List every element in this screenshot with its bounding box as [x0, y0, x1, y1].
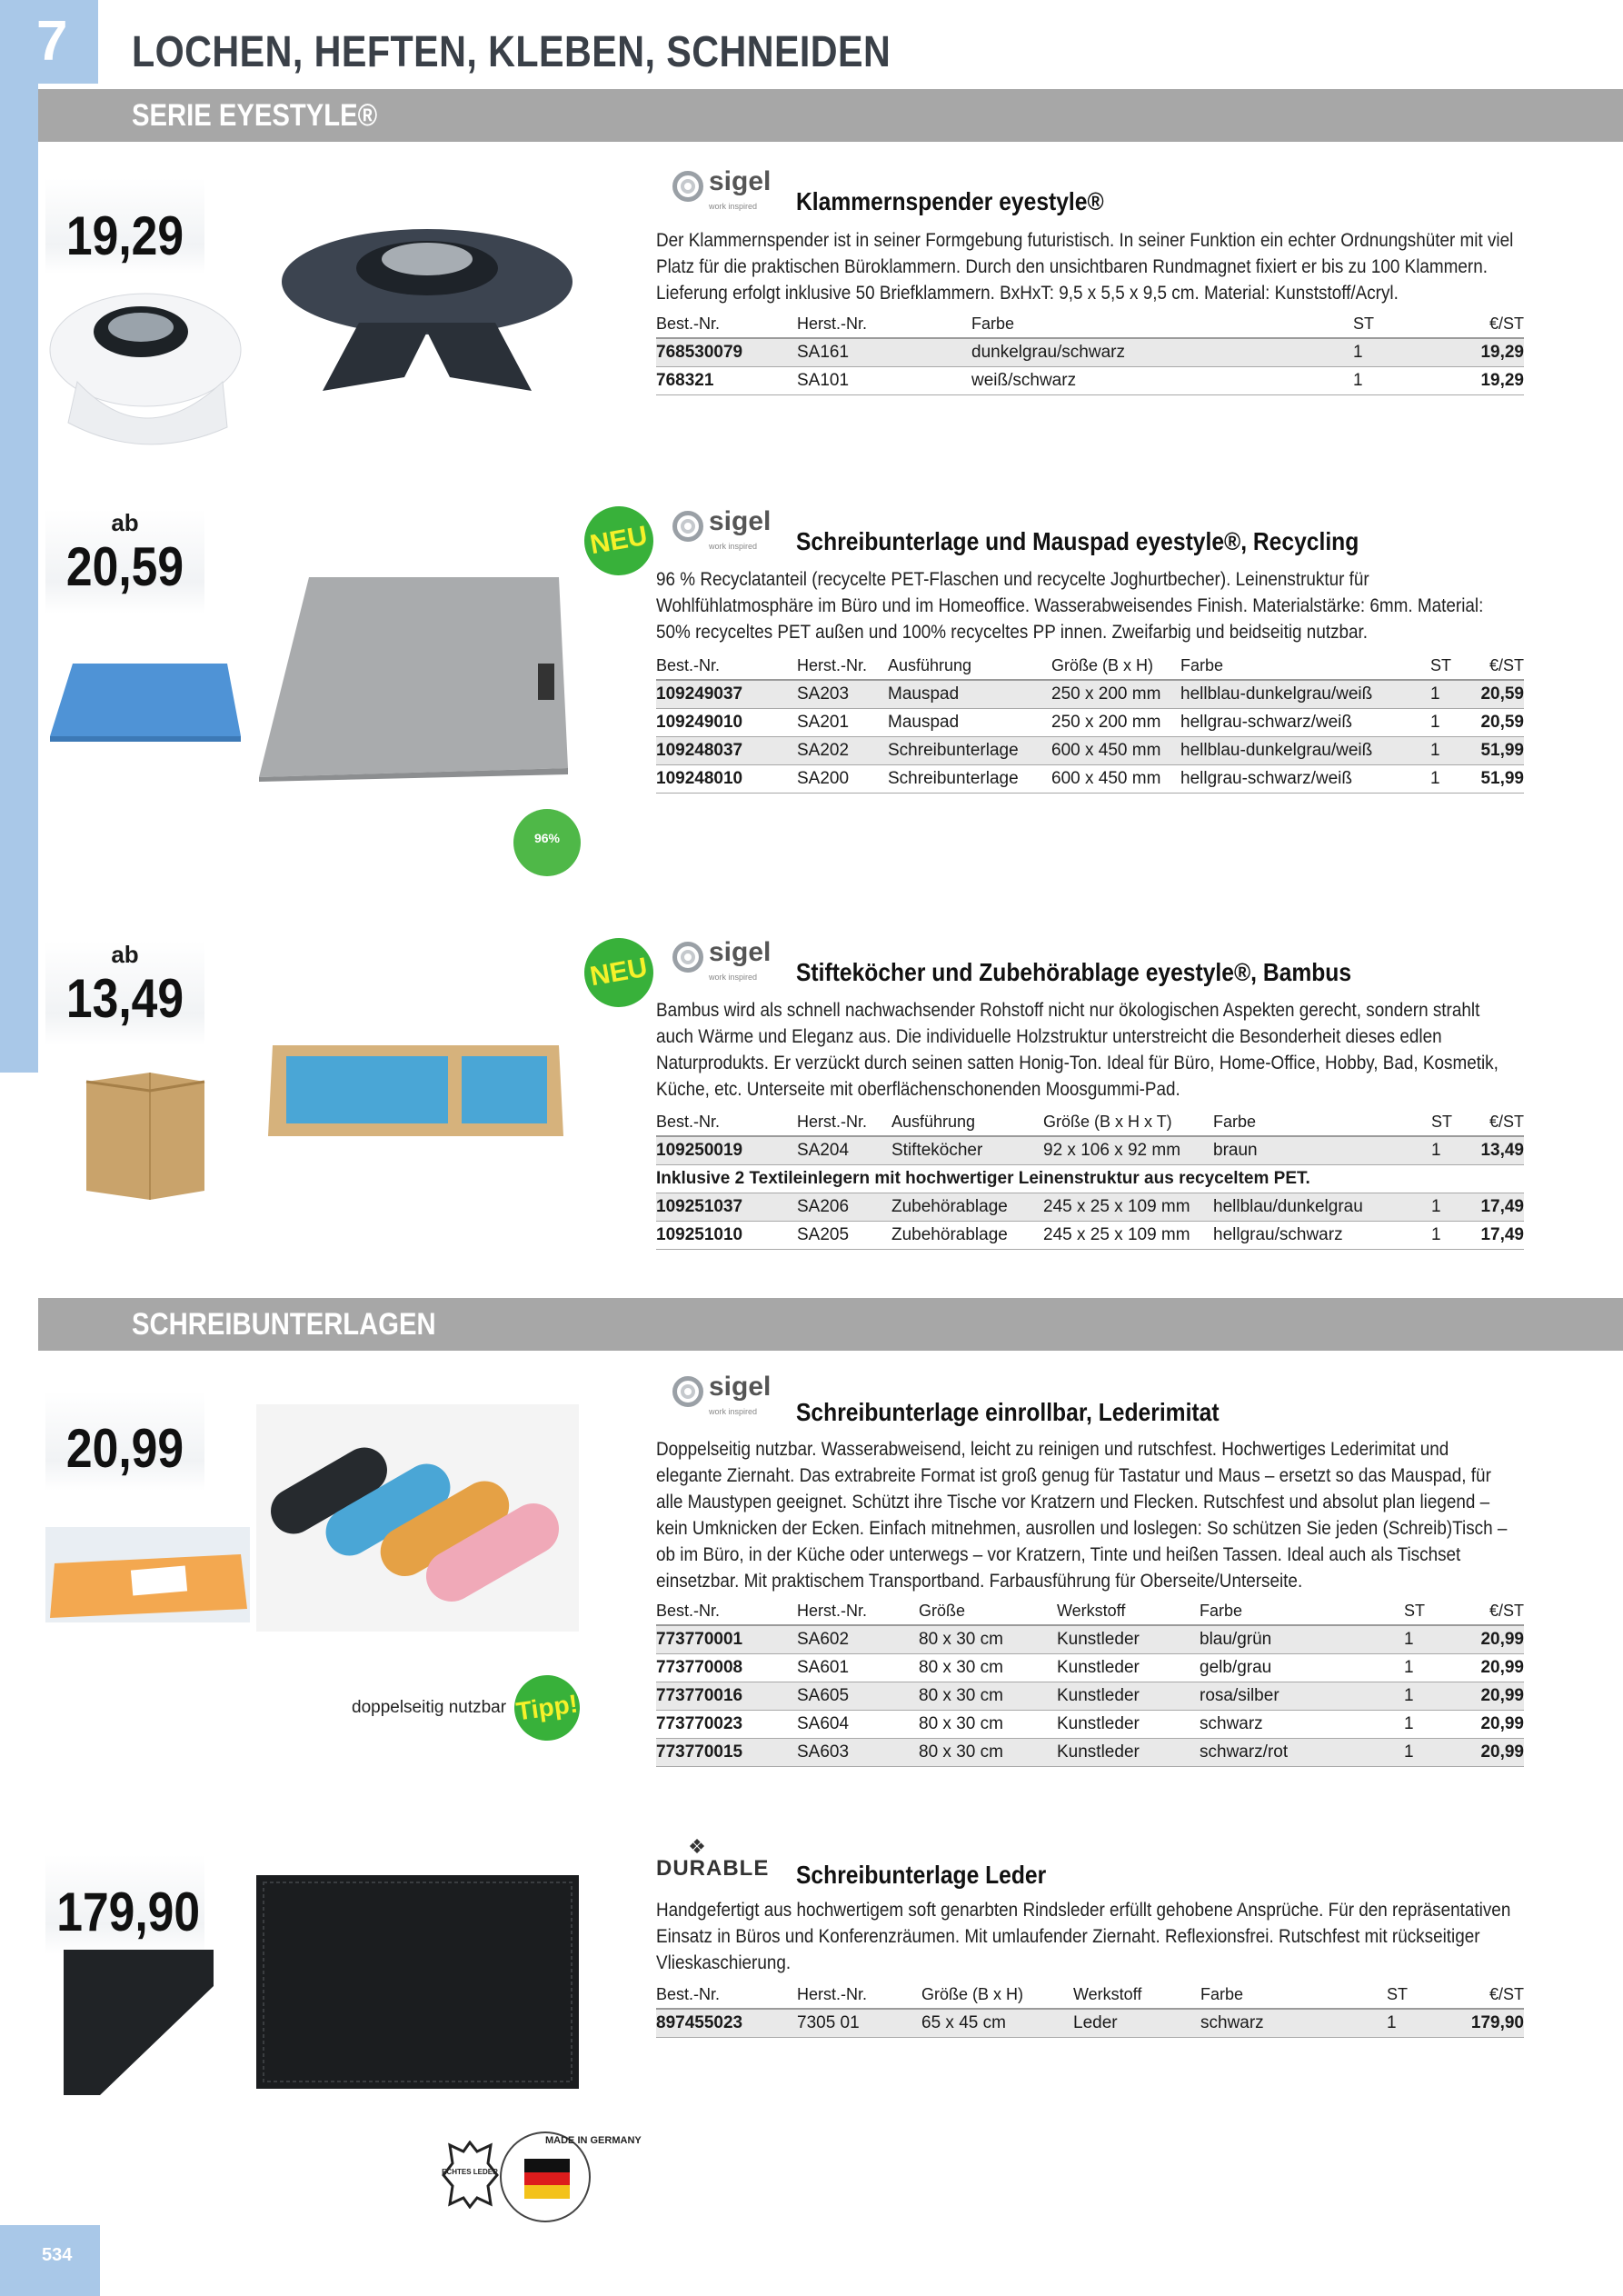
product-spec-table: Best.-Nr. Herst.-Nr. Größe (B x H) Werkstoff Farbe ST €/ST 897455023 7305 01 65 x 45 cm Leder schwarz 1 179,90: [656, 1980, 1524, 2038]
product-spec-table: Best.-Nr. Herst.-Nr. Größe Werkstoff Farbe ST €/ST 773770001 SA602 80 x 30 cm Kunstleder blau/grün 1 20,99 773770008 SA601 80 x 30 cm Kunstleder gelb/grau 1 20,99 773770016 SA605 80 x 30 cm Kunstleder rosa/silber 1 20,99 773770023 SA604 80 x 30 cm Kunstleder schwarz 1 20,99 773770015 SA603 80 x 30 cm Kunstleder schwarz/rot 1 20,99: [656, 1596, 1524, 1767]
section-header-eyestyle: [38, 89, 1623, 142]
product-description: Bambus wird als schnell nachwachsender Rohstoff nicht nur ökologischen Aspekten gerecht, sondern strahlt auch Wärme und Eleganz aus. Die individuelle Holzstruktur unterstreicht die Besonderheit dieses edlen Naturprodukts. Er verzückt durch seinen satten Honig-Ton. Ideal für Büro, Home-Office, Hobby, Bad, Kosmetik, Küche, etc. Unterseite mit oberflächenschonenden Moosgummi-Pad.: [656, 1000, 1499, 1100]
price-box: [45, 1854, 204, 1954]
table-row: 773770015 SA603 80 x 30 cm Kunstleder schwarz/rot 1 20,99: [656, 1738, 1524, 1766]
genuine-leather-icon: [441, 2141, 500, 2209]
table-row: 773770008 SA601 80 x 30 cm Kunstleder gelb/grau 1 20,99: [656, 1653, 1524, 1682]
durable-chevron-icon: ❖: [688, 1835, 706, 1858]
product-description: Doppelseitig nutzbar. Wasserabweisend, leicht zu reinigen und rutschfest. Hochwertiges Lederimitat und elegante Ziernaht. Das extrabreite Format ist groß genug für Tastatur und Maus – ersetzt so das Mauspad, für alle Maustypen geeignet. Schützt ihre Tische vor Kratzern und Flecken. Rutschfest und absolut plan liegend – kein Umknicken der Ecken. Einfach mitnehmen, ausrollen und loslegen: So schützen Sie jeden (Schreib)Tisch – ob im Büro, in der Küche oder unterwegs – vor Kratzern, Tinte und heißen Tassen. Ideal auch als Tischset einsetzbar. Mit praktischem Transportband. Farbausführung für Oberseite/Unterseite.: [656, 1439, 1508, 1592]
product-image-bamboo-pen-holder: [77, 1068, 214, 1204]
product-title: Stifteköcher und Zubehörablage eyestyle®, Bambus: [796, 958, 1352, 986]
price: 13,49: [65, 968, 184, 1029]
brand-tagline: work inspired: [709, 1407, 758, 1416]
germany-flag-icon: [524, 2159, 570, 2199]
price: 20,99: [65, 1418, 184, 1479]
brand-name: sigel: [709, 937, 772, 967]
price-box: [45, 178, 204, 274]
product-description: 96 % Recyclatanteil (recycelte PET-Flaschen und recycelte Joghurtbecher). Leinenstruktur für Wohlfühlatmosphäre im Büro und im Homeoffice. Wasserabweisendes Finish. Materialstärke: 6mm. Material: 50% recyceltes PET außen und 100% recyceltes PP innen. Zweifarbig und beidseitig nutzbar.: [656, 569, 1484, 643]
product-description: Handgefertigt aus hochwertigem soft genarbten Rindsleder erfüllt gehobene Ansprüche. Für den repräsentativen Einsatz in Büros und Konferenzräumen. Mit umlaufender Ziernaht. Reflexionsfrei. Rutschfest mit rückseitiger Vlieskaschierung.: [656, 1900, 1511, 1973]
recycle-badge: [513, 809, 581, 876]
sigel-logo: [672, 507, 777, 554]
brand-tagline: work inspired: [709, 542, 758, 551]
table-row: 109251037 SA206 Zubehörablage 245 x 25 x 109 mm hellblau/dunkelgrau 1 17,49: [656, 1193, 1524, 1221]
product-spec-table: Best.-Nr. Herst.-Nr. Ausführung Größe (B x H x T) Farbe ST €/ST 109250019 SA204 Stifteköcher 92 x 106 x 92 mm braun 1 13,49 Inklusive 2 Textileinlegern mit hochwertiger Leinenstruktur aus recyceltem PET. 109251037 SA206 Zubehörablage 245 x 25 x 109 mm hellblau/dunkelgrau 1 17,49 109251010 SA205 Zubehörablage 245 x 25 x 109 mm hellgrau/schwarz 1 17,49: [656, 1107, 1524, 1250]
price: 179,90: [56, 1882, 201, 1942]
price-box: [45, 941, 204, 1045]
price: 19,29: [65, 205, 184, 266]
brand-name: sigel: [709, 1372, 772, 1402]
product-image-grey-desk-pad: [254, 573, 573, 782]
table-row: 768530079 SA161 dunkelgrau/schwarz 1 19,29: [656, 338, 1524, 366]
table-row: 768321 SA101 weiß/schwarz 1 19,29: [656, 366, 1524, 394]
price-prefix: [45, 1854, 204, 1882]
product-image-bamboo-tray: [264, 1036, 568, 1145]
new-badge: NEU: [579, 933, 659, 1013]
table-row: 109250019 SA204 Stifteköcher 92 x 106 x 92 mm braun 1 13,49: [656, 1136, 1524, 1164]
sigel-ring-icon: [672, 1376, 703, 1407]
price-box: [45, 1391, 204, 1491]
product-image-orange-desk-pad: [45, 1527, 250, 1622]
price: 20,59: [65, 536, 184, 597]
recycle-percent: 96%: [533, 831, 561, 845]
durable-logo: [656, 1835, 770, 1882]
brand-tagline: work inspired: [709, 202, 758, 211]
table-row: 109251010 SA205 Zubehörablage 245 x 25 x 109 mm hellgrau/schwarz 1 17,49: [656, 1221, 1524, 1249]
page-number: 534: [42, 2245, 73, 2265]
price-prefix: ab: [111, 509, 139, 536]
product-image-blue-mousepad: [45, 654, 245, 745]
table-row: 109248010 SA200 Schreibunterlage 600 x 450 mm hellgrau-schwarz/weiß 1 51,99: [656, 764, 1524, 793]
product-spec-table: Best.-Nr. Herst.-Nr. Farbe ST €/ST 768530079 SA161 dunkelgrau/schwarz 1 19,29 768321 SA101 weiß/schwarz 1 19,29: [656, 309, 1524, 395]
table-row: 773770016 SA605 80 x 30 cm Kunstleder rosa/silber 1 20,99: [656, 1682, 1524, 1710]
section-title: SERIE EYESTYLE®: [132, 98, 378, 133]
table-row: 109248037 SA202 Schreibunterlage 600 x 450 mm hellblau-dunkelgrau/weiß 1 51,99: [656, 736, 1524, 764]
table-row: 773770001 SA602 80 x 30 cm Kunstleder blau/grün 1 20,99: [656, 1625, 1524, 1653]
product-title: Schreibunterlage und Mauspad eyestyle®, Recycling: [796, 527, 1359, 555]
product-description: Der Klammernspender ist in seiner Formgebung futuristisch. In seiner Funktion ein echter Ordnungshüter mit viel Platz für die praktischen Büroklammern. Durch den unsichtbaren Rundmagnet fixiert er bis zu 100 Klammern. Lieferung erfolgt inklusive 50 Briefklammern. BxHxT: 9,5 x 5,5 x 9,5 cm. Material: Kunststoff/Acryl.: [656, 230, 1514, 304]
chapter-title: LOCHEN, HEFTEN, KLEBEN, SCHNEIDEN: [132, 28, 891, 76]
sigel-ring-icon: [672, 942, 703, 973]
sigel-logo: [672, 167, 777, 215]
product-title: Schreibunterlage einrollbar, Lederimitat: [796, 1398, 1220, 1426]
sigel-logo: [672, 1373, 777, 1420]
price-prefix: ab: [111, 941, 139, 968]
brand-name: sigel: [709, 506, 772, 536]
brand-tagline: work inspired: [709, 973, 758, 982]
product-title: Klammernspender eyestyle®: [796, 187, 1104, 215]
section-header-schreibunterlagen: [38, 1298, 1623, 1351]
table-row-note: Inklusive 2 Textileinlegern mit hochwertiger Leinenstruktur aus recyceltem PET.: [656, 1164, 1524, 1193]
chapter-side-bar: [0, 0, 38, 1073]
table-row: 109249037 SA203 Mauspad 250 x 200 mm hellblau-dunkelgrau/weiß 1 20,59: [656, 680, 1524, 708]
section-title: SCHREIBUNTERLAGEN: [132, 1307, 436, 1342]
brand-name: sigel: [709, 166, 772, 196]
tipp-label: doppelseitig nutzbar: [352, 1698, 507, 1717]
chapter-number: 7: [0, 0, 98, 84]
product-title: Schreibunterlage Leder: [796, 1861, 1047, 1889]
new-badge: NEU: [579, 501, 659, 581]
product-image-leather-corner: [64, 1950, 214, 2095]
svg-text:ECHTES LEDER: ECHTES LEDER: [442, 2168, 498, 2176]
product-image-dark-dispenser: [277, 195, 577, 404]
table-row: 109249010 SA201 Mauspad 250 x 200 mm hellgrau-schwarz/weiß 1 20,59: [656, 708, 1524, 736]
made-in-germany-text: MADE IN GERMANY: [545, 2135, 642, 2146]
table-row: 773770023 SA604 80 x 30 cm Kunstleder schwarz 1 20,99: [656, 1710, 1524, 1738]
price-prefix: [45, 178, 204, 205]
brand-name: DURABLE: [656, 1856, 770, 1881]
sigel-ring-icon: [672, 511, 703, 542]
price-box: [45, 509, 204, 614]
price-prefix: [45, 1391, 204, 1418]
table-row: 897455023 7305 01 65 x 45 cm Leder schwarz 1 179,90: [656, 2009, 1524, 2037]
tipp-badge: Tipp!: [510, 1671, 583, 1744]
sigel-logo: [672, 938, 777, 985]
sigel-ring-icon: [672, 171, 703, 202]
product-image-rolled-desk-pads: [256, 1404, 579, 1632]
product-image-white-dispenser: [41, 273, 250, 454]
product-spec-table: Best.-Nr. Herst.-Nr. Ausführung Größe (B x H) Farbe ST €/ST 109249037 SA203 Mauspad 250 x 200 mm hellblau-dunkelgrau/weiß 1 20,59 109249010 SA201 Mauspad 250 x 200 mm hellgrau-schwarz/weiß 1 20,59 109248037 SA202 Schreibunterlage 600 x 450 mm hellblau-dunkelgrau/weiß 1 51,99 109248010 SA200 Schreibunterlage 600 x 450 mm hellgrau-schwarz/weiß 1 51,99: [656, 651, 1524, 794]
product-image-black-leather-pad: [256, 1875, 579, 2089]
